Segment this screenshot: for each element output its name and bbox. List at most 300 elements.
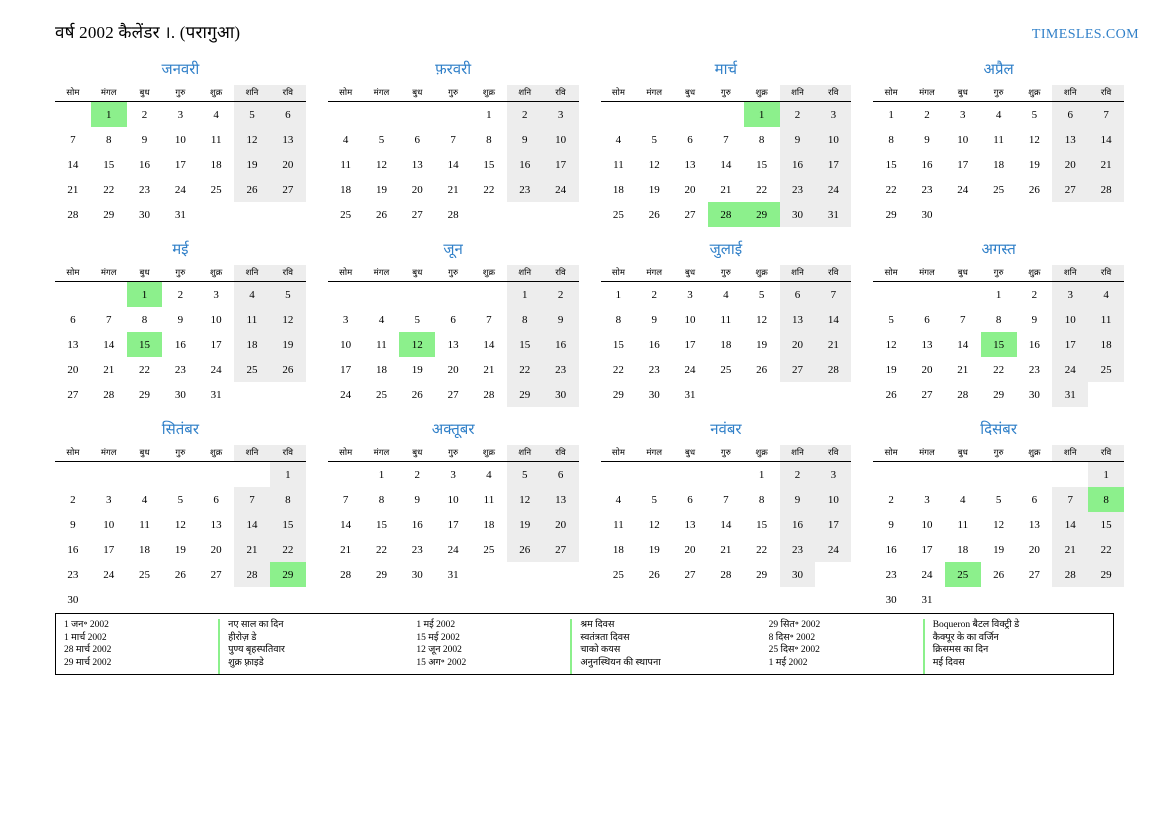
weekday-header-row [328, 265, 579, 282]
day-cell-weekend: 14 [815, 307, 851, 332]
weekday-header: शुक्र [1017, 265, 1053, 282]
month-title: मई [172, 242, 189, 258]
weekday-header: बुध [399, 85, 435, 102]
day-cell: 5 [651, 493, 657, 506]
day-cell-weekend: 23 [780, 177, 816, 202]
weekday-header: सोम [873, 85, 909, 102]
weekday-header: सोम [328, 85, 364, 102]
day-cell: 26 [174, 568, 186, 581]
legend-holiday-name: नए साल का दिन [228, 620, 284, 630]
day-cell: 14 [340, 518, 352, 531]
site-link[interactable]: TIMESLES.COM [1031, 27, 1139, 42]
month-table [328, 265, 579, 407]
week-row [328, 537, 579, 562]
day-cell: 28 [957, 388, 969, 401]
legend-column [56, 614, 408, 674]
day-cell-weekend: 18 [1088, 332, 1124, 357]
day-cell-weekend: 5 [234, 102, 270, 128]
day-cell: 7 [105, 313, 112, 326]
day-cell-weekend: 28 [1088, 177, 1124, 202]
day-cell: 21 [483, 363, 495, 376]
week-row [328, 177, 579, 202]
legend-date: 28 मार्च 2002 [64, 645, 112, 655]
weekday-header: गुरु [708, 265, 744, 282]
weekday-header: शुक्र [744, 265, 780, 282]
day-cell-empty [364, 282, 400, 308]
day-cell-empty [672, 462, 708, 488]
day-cell: 11 [139, 518, 150, 531]
day-cell: 24 [684, 363, 696, 376]
day-cell: 23 [1028, 363, 1040, 376]
day-cell-empty [162, 587, 198, 612]
week-row [328, 282, 579, 308]
day-cell: 30 [1028, 388, 1040, 401]
legend-date: 29 सित॰ 2002 [768, 620, 821, 630]
day-cell: 4 [378, 313, 385, 326]
weekday-header: शुक्र [198, 265, 234, 282]
day-cell: 6 [1031, 493, 1038, 506]
day-cell-weekend: 19 [270, 332, 306, 357]
legend-holiday-name: कैक्पूर के का वर्जिन [932, 632, 999, 643]
month-title: अक्तूबर [431, 422, 475, 438]
day-cell-empty [364, 102, 400, 128]
month-table [601, 445, 852, 587]
month-block [601, 59, 852, 227]
weekday-header: रवि [270, 85, 306, 102]
weekday-header: मंगल [91, 265, 127, 282]
day-cell-empty [1017, 202, 1053, 227]
day-cell-empty [1088, 202, 1124, 227]
day-cell: 11 [376, 338, 387, 351]
day-cell-holiday: 12 [399, 332, 435, 357]
day-cell: 8 [105, 133, 112, 146]
weekday-header: शनि [1052, 85, 1088, 102]
holiday-legend [55, 613, 1114, 675]
day-cell-weekend: 10 [815, 127, 851, 152]
day-cell: 14 [447, 158, 459, 171]
day-cell: 12 [993, 518, 1005, 531]
week-row [601, 127, 852, 152]
day-cell: 12 [648, 158, 660, 171]
day-cell: 7 [723, 493, 729, 506]
day-cell: 23 [67, 568, 79, 581]
day-cell: 19 [648, 183, 660, 196]
day-cell: 10 [174, 133, 186, 146]
weekday-header-row [328, 445, 579, 462]
day-cell: 10 [921, 518, 933, 531]
day-cell-weekend: 4 [1088, 282, 1124, 308]
day-cell: 14 [720, 158, 732, 171]
weekday-header: सोम [873, 265, 909, 282]
day-cell: 4 [995, 108, 1002, 121]
weekday-header: मंगल [909, 85, 945, 102]
weekday-header-row [873, 445, 1124, 462]
day-cell-weekend: 17 [543, 152, 579, 177]
month-title: सितंबर [161, 422, 200, 438]
day-cell-empty [91, 587, 127, 612]
weekday-header: मंगल [636, 445, 672, 462]
day-cell-weekend: 9 [543, 307, 579, 332]
day-cell: 30 [67, 593, 79, 606]
day-cell: 13 [447, 338, 459, 351]
day-cell: 29 [885, 208, 897, 221]
day-cell-holiday: 15 [127, 332, 163, 357]
legend-dates [56, 619, 218, 674]
weekday-header: गुरु [162, 445, 198, 462]
day-cell-empty [1088, 587, 1124, 612]
day-cell-weekend: 7 [1088, 102, 1124, 128]
day-cell-empty [873, 462, 909, 488]
day-cell: 27 [67, 388, 79, 401]
day-cell: 11 [483, 493, 495, 506]
day-cell: 26 [411, 388, 423, 401]
day-cell-empty [198, 202, 234, 227]
weekday-header-row [873, 85, 1124, 102]
day-cell: 1 [888, 108, 894, 121]
legend-date: 15 मई 2002 [416, 632, 460, 643]
legend-holiday-name: चाको कयस [580, 645, 621, 655]
day-cell-empty [234, 382, 270, 407]
day-cell-empty [636, 102, 672, 128]
day-cell-weekend: 9 [780, 487, 816, 512]
day-cell: 30 [411, 568, 423, 581]
day-cell: 25 [720, 363, 732, 376]
weekday-header: शनि [780, 265, 816, 282]
day-cell: 8 [378, 493, 385, 506]
week-row [55, 332, 306, 357]
month-table [873, 445, 1124, 612]
day-cell-weekend: 3 [543, 102, 579, 128]
week-row [328, 562, 579, 587]
day-cell-empty [127, 462, 163, 488]
day-cell: 4 [723, 288, 729, 301]
legend-names [570, 619, 760, 674]
day-cell-weekend: 21 [815, 332, 851, 357]
day-cell: 29 [139, 388, 151, 401]
day-cell-weekend: 11 [1088, 307, 1124, 332]
day-cell: 2 [177, 288, 184, 301]
week-row [873, 462, 1124, 488]
day-cell-weekend: 21 [1088, 152, 1124, 177]
day-cell-empty [234, 462, 270, 488]
legend-date: 1 मार्च 2002 [64, 632, 107, 643]
day-cell: 21 [340, 543, 352, 556]
day-cell-weekend: 16 [780, 512, 816, 537]
day-cell-weekend: 23 [543, 357, 579, 382]
day-cell: 18 [210, 158, 222, 171]
day-cell-holiday: 1 [91, 102, 127, 128]
day-cell: 24 [447, 543, 459, 556]
week-row [873, 202, 1124, 227]
legend-dates [408, 619, 570, 674]
day-cell: 14 [957, 338, 969, 351]
day-cell: 18 [720, 338, 732, 351]
day-cell-weekend: 12 [507, 487, 543, 512]
legend-date: 1 मई 2002 [416, 620, 456, 630]
day-cell: 11 [957, 518, 969, 531]
day-cell-weekend: 30 [780, 562, 816, 587]
day-cell-empty [198, 462, 234, 488]
day-cell: 4 [486, 468, 492, 481]
day-cell: 27 [684, 568, 696, 581]
day-cell-weekend: 6 [543, 462, 579, 488]
day-cell: 26 [648, 208, 660, 221]
day-cell-empty [270, 202, 306, 227]
day-cell: 11 [613, 518, 624, 531]
day-cell: 20 [684, 183, 696, 196]
day-cell-weekend: 22 [270, 537, 306, 562]
day-cell-weekend: 13 [1052, 127, 1088, 152]
day-cell: 10 [447, 493, 459, 506]
weekday-header: सोम [601, 265, 637, 282]
day-cell-empty [91, 462, 127, 488]
day-cell-empty [945, 282, 981, 308]
day-cell: 10 [103, 518, 115, 531]
day-cell: 6 [924, 313, 930, 326]
day-cell: 24 [210, 363, 222, 376]
day-cell-holiday: 28 [708, 202, 744, 227]
legend-dates [761, 619, 923, 674]
day-cell-weekend: 3 [815, 102, 851, 128]
day-cell: 19 [993, 543, 1005, 556]
week-row [601, 462, 852, 488]
month-block [328, 59, 579, 227]
calendar-grid [0, 59, 1169, 612]
day-cell: 19 [1028, 158, 1040, 171]
day-cell-empty [909, 282, 945, 308]
day-cell: 21 [447, 183, 459, 196]
day-cell: 7 [723, 133, 729, 146]
day-cell: 9 [141, 133, 148, 146]
day-cell: 18 [612, 543, 624, 556]
day-cell: 6 [414, 133, 421, 146]
day-cell: 1 [378, 468, 385, 481]
week-row [601, 332, 852, 357]
weekday-header: बुध [127, 265, 163, 282]
weekday-header: रवि [815, 265, 851, 282]
day-cell-weekend: 12 [270, 307, 306, 332]
day-cell: 15 [756, 518, 768, 531]
day-cell: 3 [342, 313, 349, 326]
weekday-header: सोम [328, 265, 364, 282]
day-cell-weekend: 20 [543, 512, 579, 537]
day-cell: 1 [758, 468, 765, 481]
month-table [873, 85, 1124, 227]
day-cell: 8 [615, 313, 622, 326]
day-cell: 19 [648, 543, 660, 556]
weekday-header: मंगल [909, 265, 945, 282]
day-cell: 14 [103, 338, 115, 351]
day-cell: 2 [651, 288, 657, 301]
day-cell: 5 [1031, 108, 1038, 121]
day-cell-empty [815, 382, 851, 407]
weekday-header: रवि [1088, 85, 1124, 102]
day-cell-empty [270, 587, 306, 612]
week-row [55, 357, 306, 382]
day-cell: 8 [758, 493, 765, 506]
weekday-header: मंगल [91, 85, 127, 102]
day-cell: 9 [888, 518, 894, 531]
day-cell: 17 [340, 363, 352, 376]
day-cell-empty [435, 282, 471, 308]
day-cell: 22 [375, 543, 387, 556]
day-cell: 16 [921, 158, 933, 171]
day-cell: 7 [342, 493, 349, 506]
day-cell-holiday: 1 [127, 282, 163, 308]
day-cell: 28 [720, 568, 732, 581]
day-cell-weekend: 30 [780, 202, 816, 227]
week-row [601, 562, 852, 587]
weekday-header: मंगल [364, 85, 400, 102]
day-cell-empty [708, 102, 744, 128]
day-cell: 5 [758, 288, 765, 301]
day-cell: 12 [648, 518, 660, 531]
day-cell-weekend: 25 [1088, 357, 1124, 382]
week-row [873, 282, 1124, 308]
day-cell: 17 [921, 543, 933, 556]
weekday-header: सोम [55, 265, 91, 282]
weekday-header: सोम [55, 445, 91, 462]
week-row [55, 587, 306, 612]
day-cell: 8 [888, 133, 894, 146]
day-cell-weekend: 7 [815, 282, 851, 308]
weekday-header: रवि [815, 445, 851, 462]
day-cell-weekend: 12 [234, 127, 270, 152]
weekday-header: बुध [127, 445, 163, 462]
day-cell: 15 [756, 158, 768, 171]
day-cell-weekend: 17 [815, 152, 851, 177]
day-cell-weekend: 14 [234, 512, 270, 537]
day-cell-empty [601, 102, 637, 128]
month-block [55, 419, 306, 612]
day-cell: 3 [450, 468, 456, 481]
week-row [873, 177, 1124, 202]
day-cell-holiday: 8 [1088, 487, 1124, 512]
day-cell: 22 [885, 183, 897, 196]
day-cell: 9 [414, 493, 421, 506]
legend-date: 25 दिस॰ 2002 [768, 645, 820, 655]
day-cell-weekend: 19 [507, 512, 543, 537]
day-cell: 7 [450, 133, 456, 146]
day-cell-empty [708, 382, 744, 407]
day-cell-weekend: 19 [234, 152, 270, 177]
day-cell: 21 [957, 363, 969, 376]
week-row [601, 152, 852, 177]
day-cell: 28 [340, 568, 352, 581]
weekday-header: शनि [780, 445, 816, 462]
day-cell-weekend: 8 [270, 487, 306, 512]
weekday-header: शनि [507, 445, 543, 462]
day-cell: 16 [1028, 338, 1040, 351]
weekday-header: गुरु [708, 445, 744, 462]
week-row [328, 127, 579, 152]
day-cell-weekend: 14 [1088, 127, 1124, 152]
legend-column [408, 614, 760, 674]
day-cell: 22 [756, 183, 768, 196]
day-cell: 7 [70, 133, 76, 146]
day-cell: 16 [174, 338, 186, 351]
weekday-header: रवि [543, 445, 579, 462]
day-cell: 20 [411, 183, 423, 196]
day-cell: 10 [340, 338, 352, 351]
day-cell-empty [1052, 202, 1088, 227]
week-row [328, 357, 579, 382]
week-row [601, 102, 852, 128]
day-cell: 23 [174, 363, 186, 376]
day-cell-weekend: 3 [1052, 282, 1088, 308]
day-cell-empty [1088, 382, 1124, 407]
month-block [873, 239, 1124, 407]
weekday-header: बुध [945, 445, 981, 462]
day-cell-empty [507, 562, 543, 587]
weekday-header: बुध [945, 85, 981, 102]
weekday-header: शुक्र [471, 265, 507, 282]
day-cell-weekend: 10 [1052, 307, 1088, 332]
day-cell: 31 [174, 208, 186, 221]
weekday-header: मंगल [364, 445, 400, 462]
day-cell: 21 [720, 183, 732, 196]
day-cell: 24 [921, 568, 933, 581]
day-cell-weekend: 4 [234, 282, 270, 308]
day-cell: 17 [103, 543, 115, 556]
weekday-header: शुक्र [1017, 85, 1053, 102]
weekday-header: शुक्र [198, 85, 234, 102]
day-cell-weekend: 23 [507, 177, 543, 202]
day-cell: 7 [960, 313, 966, 326]
day-cell-empty [471, 282, 507, 308]
day-cell: 8 [995, 313, 1002, 326]
day-cell: 29 [612, 388, 624, 401]
day-cell-empty [780, 382, 816, 407]
weekday-header: रवि [270, 445, 306, 462]
weekday-header: बुध [672, 85, 708, 102]
day-cell: 18 [957, 543, 969, 556]
day-cell-weekend: 2 [780, 462, 816, 488]
day-cell: 22 [139, 363, 151, 376]
day-cell: 3 [177, 108, 184, 121]
day-cell-weekend: 10 [543, 127, 579, 152]
week-row [55, 152, 306, 177]
day-cell-empty [55, 102, 91, 128]
day-cell: 18 [375, 363, 387, 376]
day-cell: 14 [720, 518, 732, 531]
day-cell: 5 [995, 493, 1002, 506]
weekday-header: मंगल [909, 445, 945, 462]
day-cell: 21 [720, 543, 732, 556]
month-title: जून [443, 242, 463, 258]
day-cell: 18 [612, 183, 624, 196]
weekday-header: रवि [1088, 445, 1124, 462]
day-cell-weekend: 24 [543, 177, 579, 202]
legend-holiday-name: Boqueron बैटल विक्ट्री डे [932, 620, 1020, 630]
day-cell-empty [234, 202, 270, 227]
day-cell-holiday: 15 [981, 332, 1017, 357]
day-cell: 22 [612, 363, 624, 376]
month-title: अप्रैल [983, 62, 1014, 78]
day-cell: 23 [885, 568, 897, 581]
day-cell-weekend: 22 [1088, 537, 1124, 562]
legend-date: 12 जून 2002 [416, 645, 462, 655]
day-cell-holiday: 29 [270, 562, 306, 587]
day-cell-weekend: 13 [270, 127, 306, 152]
day-cell-weekend: 25 [234, 357, 270, 382]
day-cell-empty [198, 587, 234, 612]
day-cell: 12 [375, 158, 387, 171]
week-row [328, 512, 579, 537]
weekday-header: सोम [328, 445, 364, 462]
weekday-header: सोम [873, 445, 909, 462]
day-cell: 18 [139, 543, 151, 556]
